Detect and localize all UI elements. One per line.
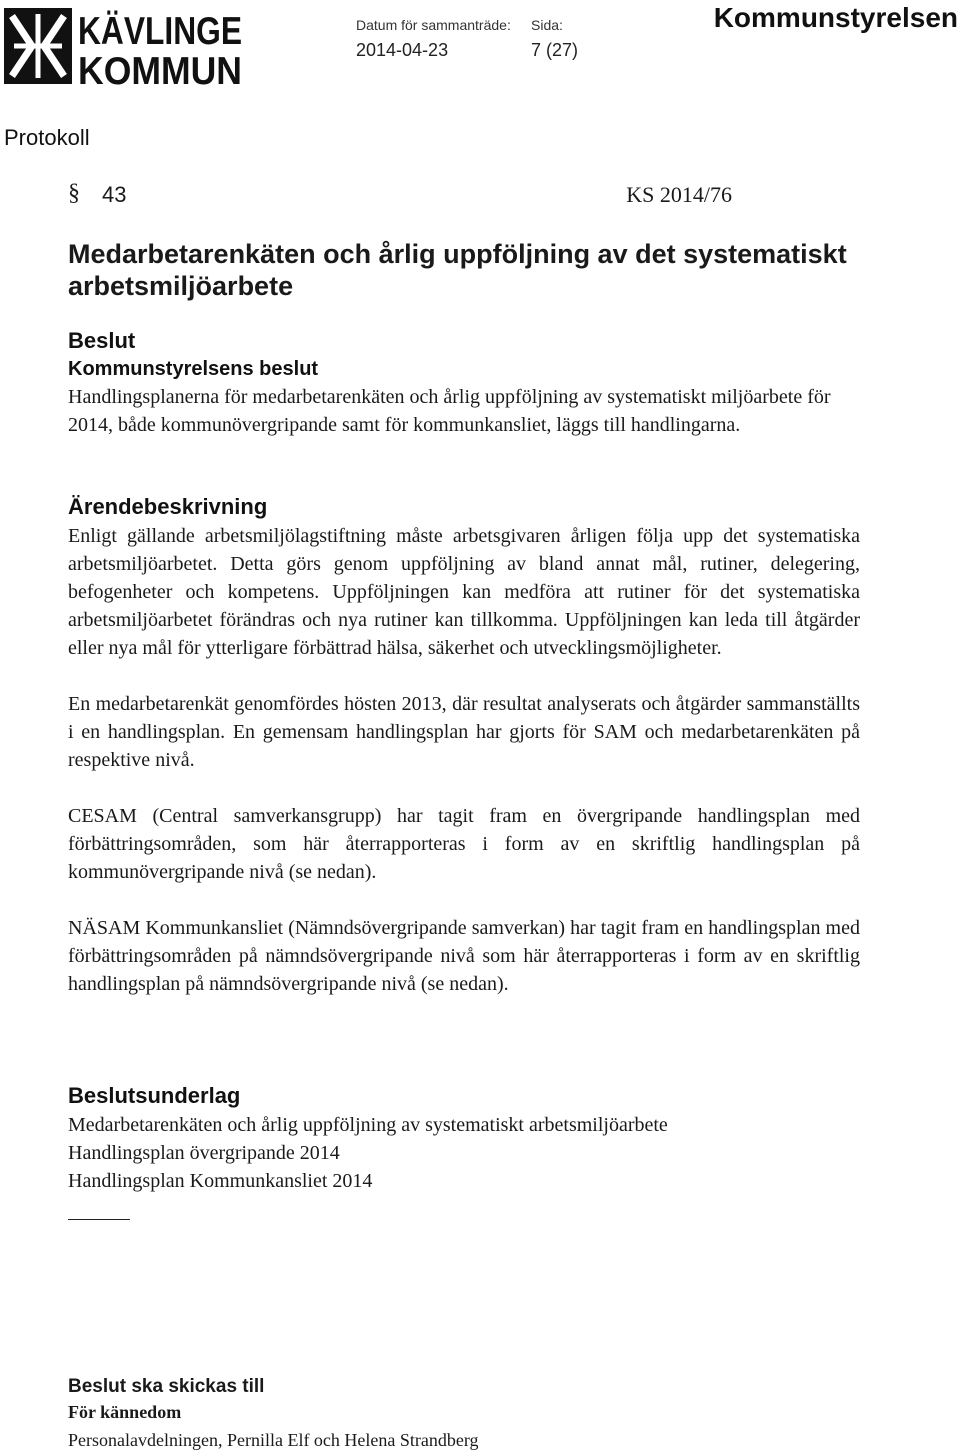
description-paragraph: CESAM (Central samverkansgrupp) har tagit fram en övergripande handlingsplan med förbättringsområden, som här återrapporteras i form av en skriftlig handlingsplan på kommunövergripande nivå (se nedan). — [68, 805, 860, 883]
description-paragraph: En medarbetarenkät genomfördes hösten 2013, där resultat analyserats och åtgärder sammanställts i en handlingsplan. En gemensam handlingsplan har gjorts för SAM och medarbetarenkäten på respektive nivå. — [68, 693, 860, 771]
description-paragraph: NÄSAM Kommunkansliet (Nämndsövergripande samverkan) har tagit fram en handlingsplan med förbättringsområden på nämndsövergripande nivå som här återrapporteras i form av en skriftlig handlingsplan på nämndsövergripande nivå (se nedan). — [68, 917, 860, 995]
basis-heading: Beslutsunderlag — [68, 1083, 241, 1108]
document-type-label: Protokoll — [4, 125, 90, 150]
page-number-label: Sida: — [531, 17, 563, 33]
organization-name: Kommunstyrelsen — [713, 2, 958, 33]
recipients-section — [68, 1376, 868, 1452]
section-header — [68, 180, 732, 212]
case-number: KS 2014/76 — [626, 182, 732, 207]
page-number-value: 7 (27) — [531, 40, 579, 60]
logo-line1: KÄVLINGE — [78, 10, 242, 53]
paragraph-number: 43 — [102, 182, 127, 207]
basis-item: Medarbetarenkäten och årlig uppföljning av systematiskt arbetsmiljöarbete — [68, 1114, 668, 1136]
section-end-rule — [68, 1219, 130, 1220]
basis-item: Handlingsplan Kommunkansliet 2014 — [68, 1170, 373, 1192]
decision-subheading: Kommunstyrelsens beslut — [68, 358, 319, 380]
decision-heading: Beslut — [68, 328, 136, 353]
decision-section — [68, 328, 868, 439]
decision-text: Handlingsplanerna för medarbetarenkäten och årlig uppföljning av systematiskt miljöarbete för 2014, både kommunövergripande samt för kommunkansliet, läggs till handlingarna. — [68, 386, 831, 436]
kavlinge-logo — [4, 6, 244, 93]
decision-basis-section — [68, 1083, 868, 1195]
logo-line2: KOMMUN — [78, 50, 242, 93]
recipients-heading: Beslut ska skickas till — [68, 1376, 265, 1397]
page-title: Medarbetarenkäten och årlig uppföljning av det systematiskt arbetsmiljöarbete — [68, 239, 847, 301]
meeting-date-label: Datum för sammanträde: — [356, 17, 511, 33]
description-section — [68, 494, 860, 1026]
description-paragraph: Enligt gällande arbetsmiljölagstiftning måste arbetsgivaren årligen följa upp det systematiska arbetsmiljöarbetet. Detta görs genom uppföljning av bland annat mål, rutiner, delegering, befogenheter och kompetens. Uppföljningen kan medföra att rutiner för det systematiska arbetsmiljöarbetet förändras och nya rutiner kan tillkomma. Uppföljningen kan leda till åtgärder eller nya mål för ytterligare förbättrad hälsa, säkerhet och utvecklingsmöjligheter. — [68, 525, 860, 659]
meeting-date-value: 2014-04-23 — [356, 40, 449, 60]
paragraph-sign: § — [68, 180, 80, 206]
municipal-cross-emblem-icon — [4, 6, 244, 93]
basis-item: Handlingsplan övergripande 2014 — [68, 1142, 340, 1164]
recipients-subheading: För kännedom — [68, 1402, 182, 1422]
recipients-list: Personalavdelningen, Pernilla Elf och Helena Strandberg — [68, 1430, 479, 1450]
description-heading: Ärendebeskrivning — [68, 494, 268, 519]
